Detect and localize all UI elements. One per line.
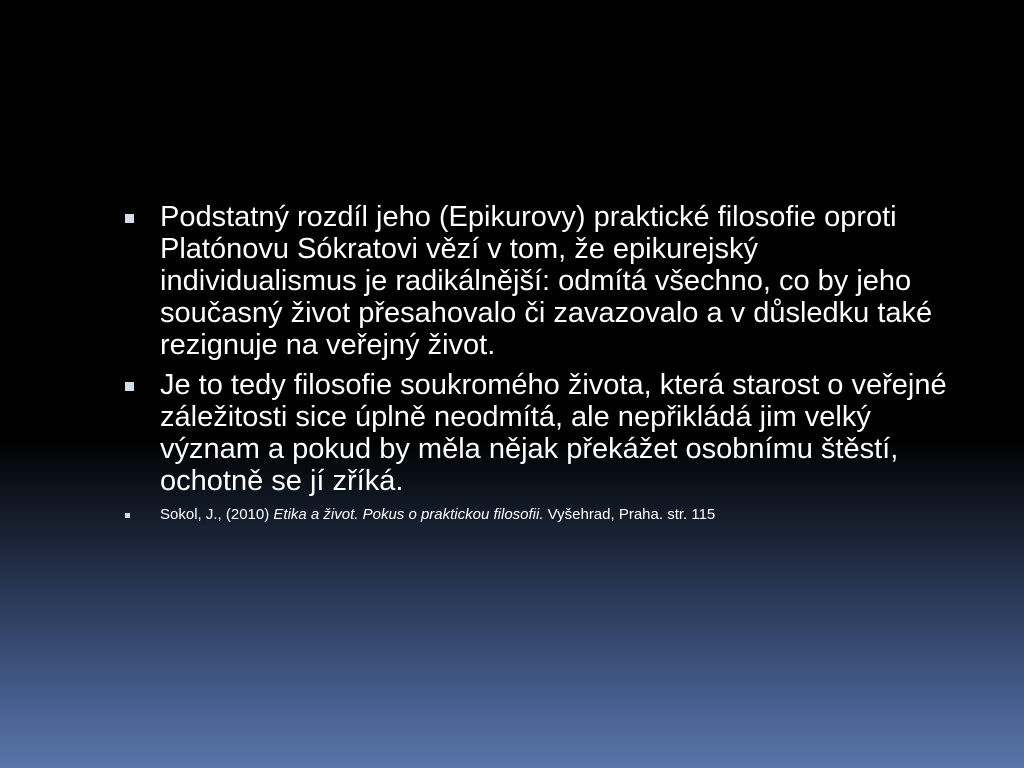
square-bullet-icon [125,214,134,223]
reference-publisher: Vyšehrad, Praha. str. 115 [543,506,716,523]
reference-title: Etika a život. Pokus o praktickou filosofii. [273,506,544,523]
square-bullet-icon [125,513,130,518]
bullet-item [118,201,958,361]
reference-item [118,505,958,525]
bullet-text: Je to tedy filosofie soukromého života, která starost o veřejné záležitosti sice úplně neodmítá, ale nepřikládá jim velký význam a pokud by měla nějak překážet osobnímu štěstí, ochotně se jí zříká. [160,369,947,497]
bullet-text: Podstatný rozdíl jeho (Epikurovy) praktické filosofie oproti Platónovu Sókratovi vězí v tom, že epikurejský individualismus je radikálnější: odmítá všechno, co by jeho současný život přesahovalo či zavazovalo a v důsledku také rezignuje na veřejný život. [160,201,933,361]
reference-author: Sokol, J., (2010) [160,506,274,523]
bullet-item [118,369,958,497]
bullet-list [118,201,958,525]
square-bullet-icon [125,382,134,391]
